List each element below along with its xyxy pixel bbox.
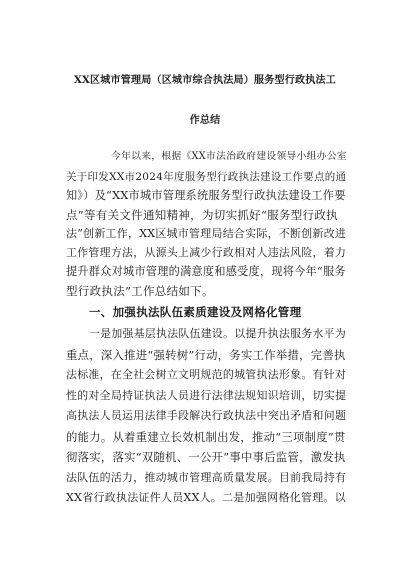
body-line-13: 高执法人员运用法律手段解决行政执法中突出矛盾和问题	[66, 409, 347, 422]
body-line-8: 型行政执法”工作总结如下。	[66, 284, 214, 298]
body-line-11: 法标准，在全社会树立文明规范的城管执法形象。有针对	[66, 368, 347, 381]
body-line-2: 关于印发XX市2024年度服务型行政执法建设工作要点的通	[66, 171, 347, 183]
document-title-line-2: 作总结	[189, 115, 221, 126]
body-line-12: 性的对全局持证执法人员进行法律法规知识培训，切实提	[66, 389, 347, 402]
section-heading-1: 一、加强执法队伍素质建设及网格化管理	[89, 305, 302, 319]
body-line-4: 点”等有关文件通知精神，为切实抓好“服务型行政执	[66, 208, 338, 222]
body-line-9: 一是加强基层执法队伍建设。以提升执法服务水平为	[89, 327, 347, 340]
body-line-3: 知》）及“XX市城市管理系统服务型行政执法建设工作要	[66, 189, 346, 202]
body-line-15: 彻落实，落实“双随机、一公开”事中事后监管，激发执	[66, 450, 346, 464]
body-line-1: 今年以来，根据《XX市法治政府建设领导小组办公室	[111, 151, 347, 162]
document-title-line-1: XX区城市管理局（区城市综合执法局）服务型行政执法工	[74, 75, 336, 86]
body-line-10: 重点，深入推进“强转树”行动，务实工作举措，完善执	[66, 348, 346, 362]
body-line-5: 法”创新工作，XX区城市管理局结合实际，不断创新改进	[66, 227, 347, 240]
body-line-17: XX省行政执法证件人员XX人。二是加强网格化管理。以	[66, 491, 346, 504]
body-line-14: 的能力。从着重建立长效机制出发，推动“三项制度”贯	[66, 430, 346, 444]
body-line-16: 法队伍的活力，推动城市管理高质量发展。目前我局持有	[66, 471, 347, 484]
body-line-6: 工作管理方法，从源头上减少行政相对人违法风险，着力	[66, 246, 347, 259]
body-line-7: 提升群众对城市管理的满意度和感受度，现将今年“服务	[66, 265, 346, 278]
